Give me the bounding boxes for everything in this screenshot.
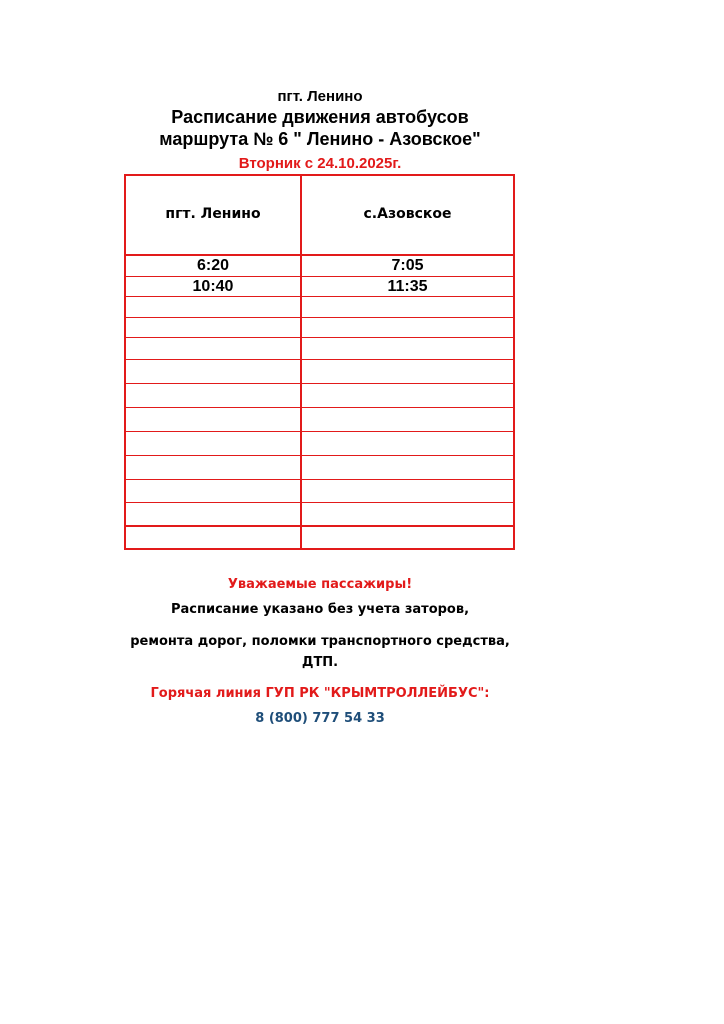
departure-azovskoe: 7:05	[391, 257, 424, 274]
hotline-phone: 8 (800) 777 54 33	[255, 711, 385, 726]
notice-line: ДТП.	[301, 655, 339, 670]
departure-azovskoe: 11:35	[387, 278, 428, 295]
hotline-label: Горячая линия ГУП РК "КРЫМТРОЛЛЕЙБУС":	[150, 686, 490, 701]
route-title: маршрута № 6 " Ленино - Азовское"	[159, 129, 481, 149]
row-divider	[126, 276, 513, 277]
schedule-title: Расписание движения автобусов	[171, 107, 469, 127]
row-divider	[126, 479, 513, 480]
departure-lenino: 10:40	[192, 278, 234, 295]
effective-date: Вторник с 24.10.2025г.	[238, 155, 402, 172]
row-divider	[126, 296, 513, 297]
column-header-azovskoe: с.Азовское	[363, 206, 452, 222]
row-divider	[126, 383, 513, 384]
row-divider	[126, 502, 513, 503]
row-divider	[126, 525, 513, 527]
row-divider	[126, 359, 513, 360]
notice-line: Расписание указано без учета заторов,	[170, 602, 470, 617]
notice-line: ремонта дорог, поломки транспортного средства,	[130, 634, 510, 649]
row-divider	[126, 317, 513, 318]
column-header-lenino: пгт. Ленино	[165, 206, 261, 222]
schedule-table	[124, 174, 515, 550]
row-divider	[126, 431, 513, 432]
departure-lenino: 6:20	[196, 257, 230, 274]
row-divider	[126, 455, 513, 456]
table-header-row	[126, 176, 513, 256]
notice-greeting: Уважаемые пассажиры!	[227, 577, 413, 592]
town-name: пгт. Ленино	[277, 88, 363, 105]
row-divider	[126, 407, 513, 408]
row-divider	[126, 337, 513, 338]
